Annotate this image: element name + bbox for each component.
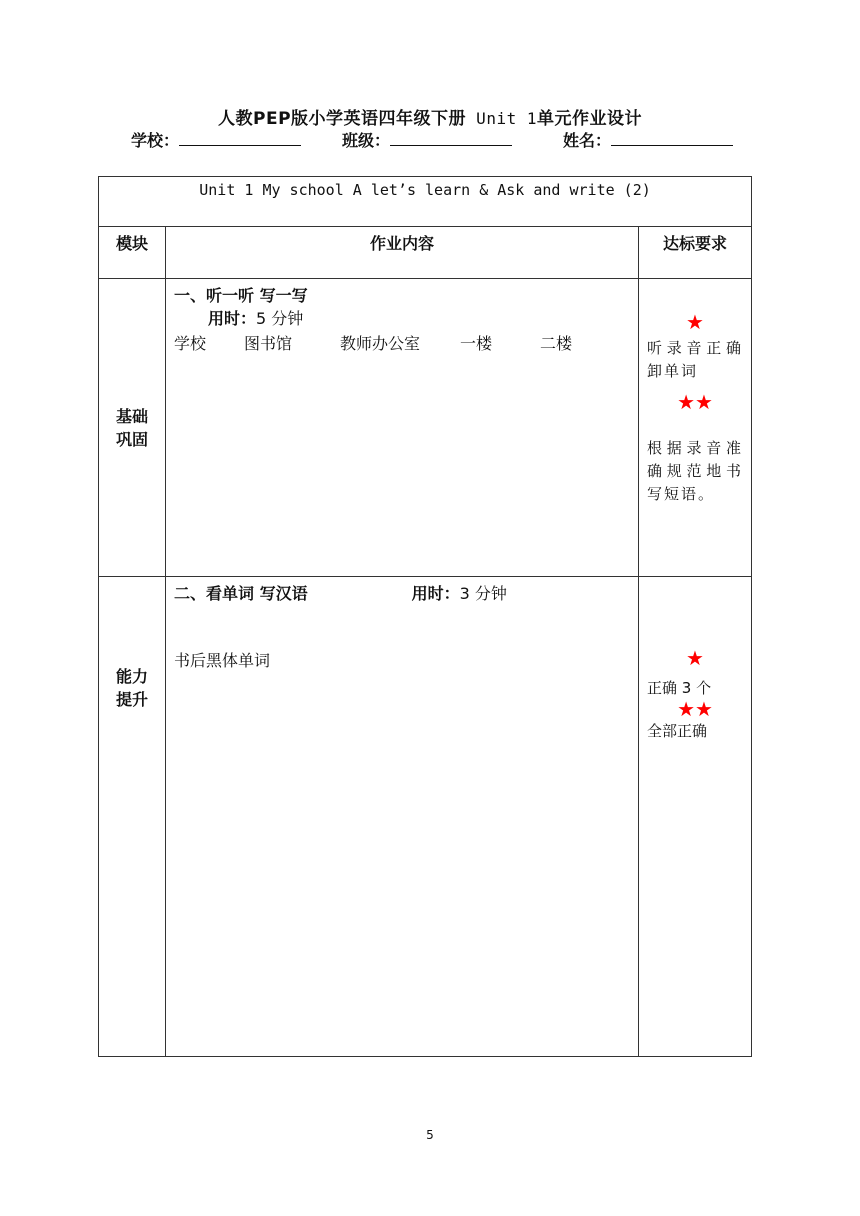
school-label: 学校：: [131, 131, 180, 150]
title-unit: Unit 1: [466, 109, 537, 128]
req-basic-1star-line1: 听录音正确: [647, 339, 744, 357]
module-advanced-line1: 能力: [115, 667, 148, 686]
header-module: 模块: [99, 227, 166, 279]
time-row-1: [174, 306, 630, 329]
student-info-line: [0, 128, 860, 152]
class-field: [342, 128, 512, 151]
time-value-2: 3 分钟: [459, 584, 507, 603]
school-field: [131, 128, 301, 151]
title-rest: 单元作业设计: [536, 109, 642, 129]
requirement-advanced: [639, 577, 752, 1057]
req-advanced-2star: 全部正确: [647, 722, 708, 740]
module-basic-line2: 巩固: [115, 429, 148, 449]
content-basic: [166, 279, 639, 577]
content-advanced: [166, 577, 639, 1057]
bold-words-note: 书后黑体单词: [174, 651, 271, 670]
module-basic-line1: 基础: [115, 406, 148, 426]
section-title-read-write: 二、看单词 写汉语: [174, 584, 308, 603]
requirement-basic: [639, 279, 752, 577]
time-label-2: 用时：: [411, 584, 460, 603]
module-advanced-line2: 提升: [115, 690, 148, 709]
req-basic-1star-line2: 卸单词: [647, 362, 699, 380]
header-requirement: 达标要求: [639, 227, 752, 279]
time-label-1: 用时：: [208, 309, 257, 328]
section-title-listen-write: 一、听一听 写一写: [174, 286, 308, 305]
word-item: 学校: [174, 334, 207, 353]
section-header-2: [174, 581, 630, 604]
name-blank[interactable]: [611, 129, 733, 146]
word-item: 图书馆: [244, 334, 293, 353]
module-basic: [99, 279, 166, 577]
class-label: 班级：: [342, 131, 391, 150]
module-advanced: [99, 577, 166, 1057]
req-basic-2star-line1: 根据录音准: [647, 439, 744, 457]
word-item: 教师办公室: [340, 334, 421, 353]
two-star-icon: ★★: [677, 390, 713, 414]
name-label: 姓名：: [563, 131, 612, 150]
word-item: 一楼: [460, 334, 493, 353]
document-title: [0, 104, 860, 129]
header-content: 作业内容: [166, 227, 639, 279]
word-list: [174, 331, 630, 354]
one-star-icon: ★: [686, 310, 704, 334]
homework-table: [98, 176, 752, 1057]
time-value-1: 5 分钟: [256, 309, 304, 328]
school-blank[interactable]: [179, 129, 301, 146]
req-basic-2star-line3: 写短语。: [647, 485, 716, 503]
word-item: 二楼: [540, 334, 573, 353]
one-star-icon: ★: [686, 646, 704, 670]
req-advanced-1star: 正确 3 个: [647, 679, 712, 697]
page-number: 5: [426, 1128, 434, 1142]
class-blank[interactable]: [390, 129, 512, 146]
name-field: [563, 128, 733, 151]
title-main: 人教PEP版小学英语四年级下册: [218, 109, 467, 129]
req-basic-2star-line2: 确规范地书: [647, 462, 744, 480]
two-star-icon: ★★: [677, 697, 713, 721]
unit-title-cell: Unit 1 My school A let’s learn & Ask and write (2): [99, 177, 752, 227]
